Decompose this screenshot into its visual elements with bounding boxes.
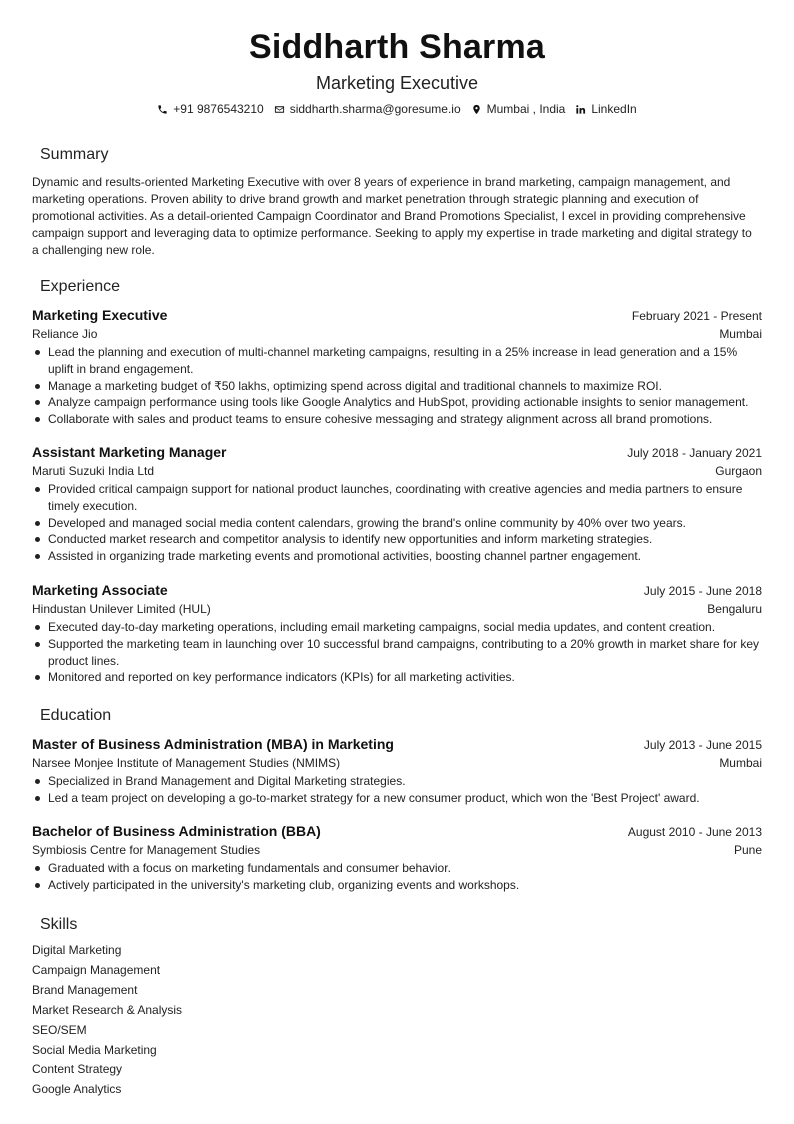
education-item	[32, 736, 762, 807]
contact-linkedin[interactable]	[575, 102, 636, 116]
bullet-item: Manage a marketing budget of ₹50 lakhs, optimizing spend across digital and traditional channels to maximize ROI.	[32, 378, 762, 395]
skill-item: Digital Marketing	[32, 943, 122, 957]
summary-text: Dynamic and results-oriented Marketing Executive with over 8 years of experience in brand marketing, campaign management, and marketing operations. Proven ability to drive brand growth and market penetration through strategic planning and execution of promotional activities. As a detail-oriented Campaign Coordinator and Brand Promotions Specialist, I excel in providing comprehensive campaign support and leveraging data to optimize performance. Seeking to apply my expertise in trade marketing and digital strategy to a challenging new role.	[32, 175, 752, 257]
contact-email[interactable]	[274, 102, 461, 116]
education-bullets	[32, 860, 762, 894]
job-dates: July 2015 - June 2018	[643, 584, 762, 598]
school-location: Pune	[733, 843, 762, 857]
bullet-item: Conducted market research and competitor analysis to identify new opportunities and inform marketing strategies.	[32, 531, 762, 548]
degree-title: Master of Business Administration (MBA) in Marketing	[32, 736, 394, 752]
bullet-item: Actively participated in the university's marketing club, organizing events and workshops.	[32, 877, 762, 894]
candidate-name: Siddharth Sharma	[248, 28, 546, 66]
job-bullets	[32, 481, 762, 565]
experience-item	[32, 582, 762, 686]
skill-item: Brand Management	[32, 982, 138, 997]
experience-item	[32, 307, 762, 428]
bullet-item: Lead the planning and execution of multi-channel marketing campaigns, resulting in a 25% increase in lead generation and a 15% uplift in brand engagement.	[32, 344, 762, 378]
bullet-item: Collaborate with sales and product teams to ensure cohesive messaging and strategy alignment across all brand promotions.	[32, 411, 762, 428]
contact-location	[471, 102, 566, 116]
job-title: Assistant Marketing Manager	[32, 444, 227, 460]
bullet-item: Provided critical campaign support for national product launches, coordinating with creative agencies and media partners to ensure timely execution.	[32, 481, 762, 515]
degree-title: Bachelor of Business Administration (BBA)	[32, 823, 321, 839]
job-bullets	[32, 344, 762, 428]
job-location: Gurgaon	[715, 464, 762, 478]
bullet-item: Assisted in organizing trade marketing events and promotional activities, boosting channel partner engagement.	[32, 548, 762, 565]
job-dates: July 2018 - January 2021	[627, 446, 762, 460]
school-name: Symbiosis Centre for Management Studies	[32, 843, 261, 857]
job-location: Mumbai	[719, 327, 762, 341]
job-dates: February 2021 - Present	[631, 309, 762, 323]
bullet-item: Led a team project on developing a go-to-market strategy for a new consumer product, which won the 'Best Project' award.	[32, 790, 762, 807]
bullet-item: Executed day-to-day marketing operations, including email marketing campaigns, social media updates, and content creation.	[32, 619, 762, 636]
education-bullets	[32, 773, 762, 807]
school-name: Narsee Monjee Institute of Management Studies (NMIMS)	[32, 756, 341, 770]
job-title: Marketing Executive	[32, 307, 168, 323]
degree-dates: August 2010 - June 2013	[627, 825, 762, 839]
linkedin-link[interactable]: LinkedIn	[591, 102, 637, 116]
skill-item: Campaign Management	[32, 962, 161, 977]
contact-bar	[0, 102, 794, 116]
location-pin-icon	[471, 104, 482, 115]
email-text[interactable]: siddharth.sharma@goresume.io	[289, 102, 461, 116]
phone-icon	[157, 104, 168, 115]
phone-text: +91 9876543210	[173, 102, 264, 116]
experience-heading: Experience	[40, 278, 121, 295]
skill-item: Content Strategy	[32, 1062, 123, 1077]
job-location: Bengaluru	[707, 602, 762, 616]
bullet-item: Analyze campaign performance using tools like Google Analytics and HubSpot, providing actionable insights to senior management.	[32, 394, 762, 411]
skill-item: Social Media Marketing	[32, 1042, 157, 1057]
mail-icon	[274, 104, 285, 115]
skill-item: Market Research & Analysis	[32, 1002, 183, 1017]
degree-dates: July 2013 - June 2015	[643, 738, 762, 752]
skills-heading: Skills	[40, 916, 78, 933]
location-text: Mumbai , India	[486, 102, 566, 116]
skill-item: Google Analytics	[32, 1082, 122, 1097]
experience-item	[32, 444, 762, 565]
skill-item: SEO/SEM	[32, 1022, 87, 1037]
school-location: Mumbai	[719, 756, 762, 770]
bullet-item: Developed and managed social media content calendars, growing the brand's online community by 40% over two years.	[32, 515, 762, 532]
contact-phone	[157, 102, 263, 116]
bullet-item: Supported the marketing team in launching over 10 successful brand campaigns, contributing to a 20% growth in market share for key product lines.	[32, 636, 762, 670]
education-heading: Education	[40, 707, 112, 724]
job-bullets	[32, 619, 762, 686]
job-company: Hindustan Unilever Limited (HUL)	[32, 602, 211, 616]
bullet-item: Graduated with a focus on marketing fundamentals and consumer behavior.	[32, 860, 762, 877]
job-title: Marketing Associate	[32, 582, 168, 598]
candidate-role: Marketing Executive	[315, 73, 479, 93]
skills-list	[32, 941, 182, 1100]
bullet-item: Specialized in Brand Management and Digital Marketing strategies.	[32, 773, 762, 790]
education-item	[32, 823, 762, 894]
job-company: Reliance Jio	[32, 327, 98, 341]
job-company: Maruti Suzuki India Ltd	[32, 464, 155, 478]
linkedin-icon	[575, 104, 586, 115]
bullet-item: Monitored and reported on key performance indicators (KPIs) for all marketing activities.	[32, 669, 762, 686]
summary-heading: Summary	[40, 146, 109, 163]
